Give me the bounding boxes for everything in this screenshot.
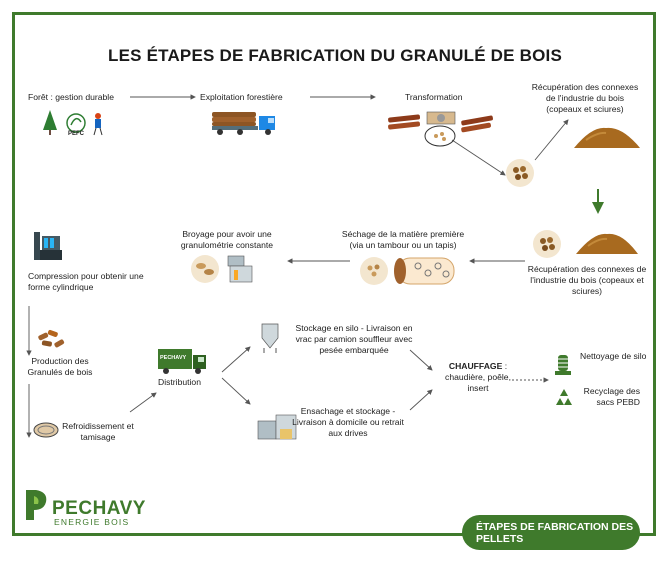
truck-brand: PECHAVY (160, 355, 187, 361)
chauffage-detail: chaudière, poêle, insert (445, 372, 511, 393)
arrow-ensachage-chauffage (410, 390, 432, 410)
press-machine-icon (30, 228, 66, 264)
grinder-icon (190, 252, 260, 286)
chauffage-title: CHAUFFAGE (448, 361, 503, 371)
arrow-distribution-ensachage (222, 378, 250, 404)
silo-cleaning-icon (553, 353, 573, 377)
log-truck-icon (210, 106, 282, 136)
step-ensachage: Ensachage et stockage - Livraison à domicile ou retrait aux drives (292, 406, 404, 438)
sawdust-pile-icon (574, 228, 640, 258)
logo-subtitle: ENERGIE BOIS (54, 517, 130, 527)
step-exploitation: Exploitation forestière (200, 92, 283, 102)
step-chauffage (434, 361, 522, 394)
section-badge: ÉTAPES DE FABRICATION DES PELLETS (462, 515, 640, 550)
arrow-refroidissement-distribution (130, 393, 156, 412)
wood-chips-icon (532, 229, 562, 259)
pechavy-logo-icon (22, 486, 50, 524)
sieve-icon (33, 420, 59, 440)
step-production: Production des Granulés de bois (27, 356, 93, 377)
sawmill-icon (385, 108, 497, 148)
step-recuperation-mid: Récupération des connexes de l'industrie du bois (copeaux et sciures) (527, 264, 647, 296)
pellets-icon (34, 328, 68, 352)
chauffage-colon: : (502, 361, 508, 371)
logo-name: PECHAVY (52, 498, 146, 519)
step-nettoyage: Nettoyage de silo (580, 351, 647, 361)
wood-chips-icon (505, 158, 535, 188)
step-sechage: Séchage de la matière première (via un tambour ou un tapis) (341, 229, 465, 250)
step-compression: Compression pour obtenir une forme cylindrique (28, 271, 144, 292)
step-recyclage: Recyclage des sacs PEBD (583, 386, 640, 407)
step-refroidissement: Refroidissement et tamisage (62, 421, 134, 442)
step-foret: Forêt : gestion durable (28, 92, 114, 102)
dryer-drum-icon (360, 254, 460, 288)
sawdust-pile-icon (572, 122, 642, 152)
arrow-distribution-silo (222, 347, 250, 372)
step-transformation: Transformation (405, 92, 463, 102)
arrow-chips-recuperation (535, 120, 568, 160)
silo-icon (258, 320, 282, 354)
page-title: LES ÉTAPES DE FABRICATION DU GRANULÉ DE BOIS (108, 46, 562, 65)
step-distribution: Distribution (158, 377, 201, 387)
step-recuperation-top: Récupération des connexes de l'industrie du bois (copeaux et sciures) (531, 82, 639, 114)
pefc-label: PEFC (68, 131, 85, 137)
step-stockage-silo: Stockage en silo - Livraison en vrac par camion souffleur avec pesée embarquée (295, 323, 413, 355)
step-broyage: Broyage pour avoir une granulométrie constante (180, 229, 274, 250)
